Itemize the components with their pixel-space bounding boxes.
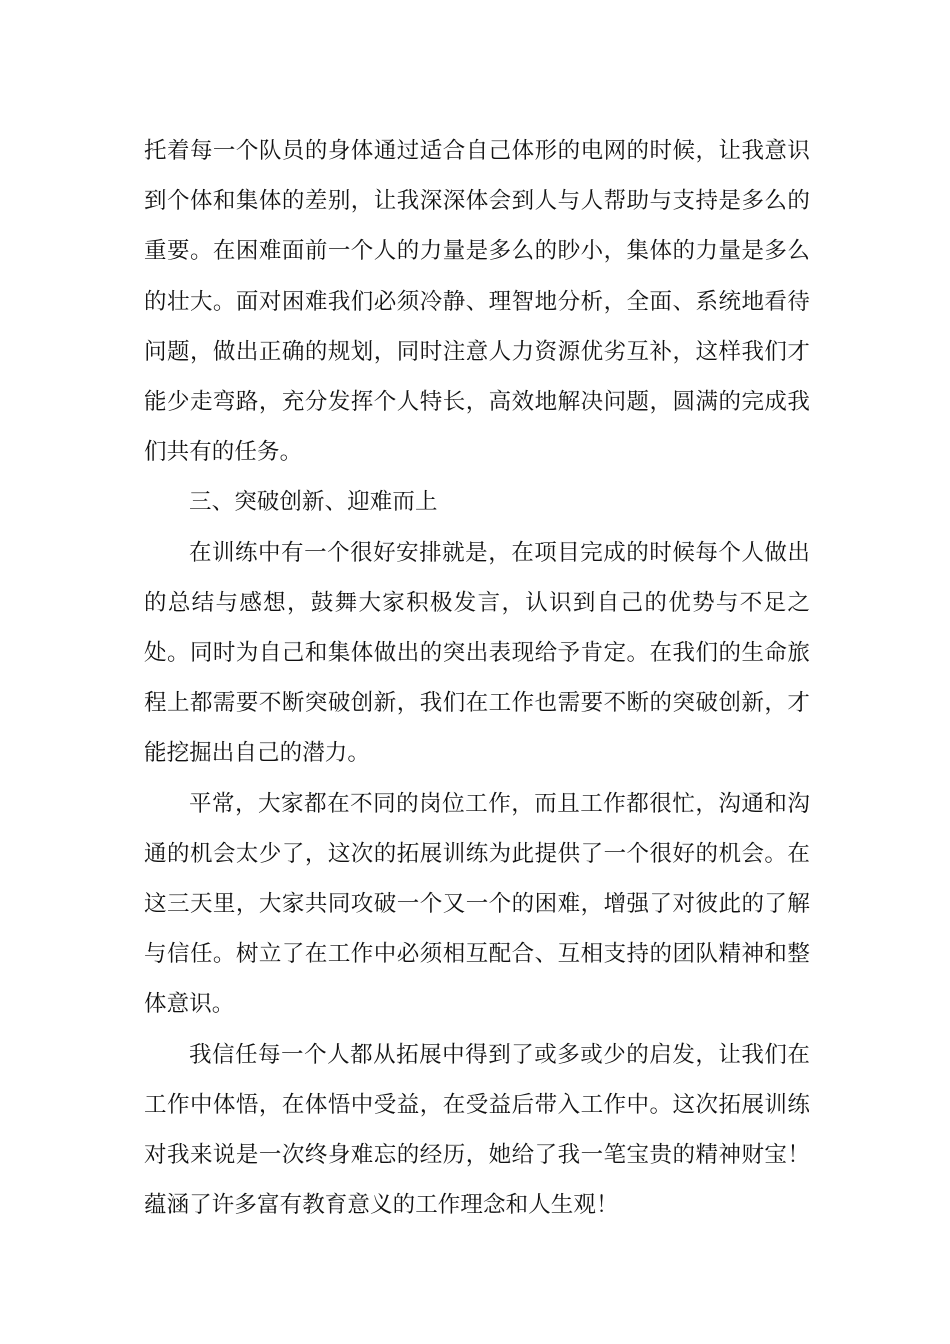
paragraph: 在训练中有一个很好安排就是，在项目完成的时候每个人做出的总结与感想，鼓舞大家积极发言，认识到自己的优势与不足之处。同时为自己和集体做出的突出表现给予肯定。在我们的生命旅程上都需要不断突破创新，我们在工作也需要不断的突破创新，才能挖掘出自己的潜力。 xyxy=(144,539,810,767)
paragraph-continuation: 托着每一个队员的身体通过适合自己体形的电网的时候，让我意识到个体和集体的差别，让我深深体会到人与人帮助与支持是多么的重要。在困难面前一个人的力量是多么的眇小，集体的力量是多么的壮大。面对困难我们必须冷静、理智地分析，全面、系统地看待问题，做出正确的规划，同时注意人力资源优劣互补，这样我们才能少走弯路，充分发挥个人特长，高效地解决问题，圆满的完成我们共有的任务。 xyxy=(144,138,810,466)
section-heading: 三、突破创新、迎难而上 xyxy=(189,489,438,516)
paragraph: 我信任每一个人都从拓展中得到了或多或少的启发，让我们在工作中体悟，在体悟中受益，在受益后带入工作中。这次拓展训练对我来说是一次终身难忘的经历，她给了我一笔宝贵的精神财宝！蕴涵了许多富有教育意义的工作理念和人生观！ xyxy=(144,1041,810,1219)
document-body xyxy=(144,126,810,1230)
paragraph: 平常，大家都在不同的岗位工作，而且工作都很忙，沟通和沟通的机会太少了，这次的拓展训练为此提供了一个很好的机会。在这三天里，大家共同攻破一个又一个的困难，增强了对彼此的了解与信任。树立了在工作中必须相互配合、互相支持的团队精神和整体意识。 xyxy=(144,790,810,1018)
